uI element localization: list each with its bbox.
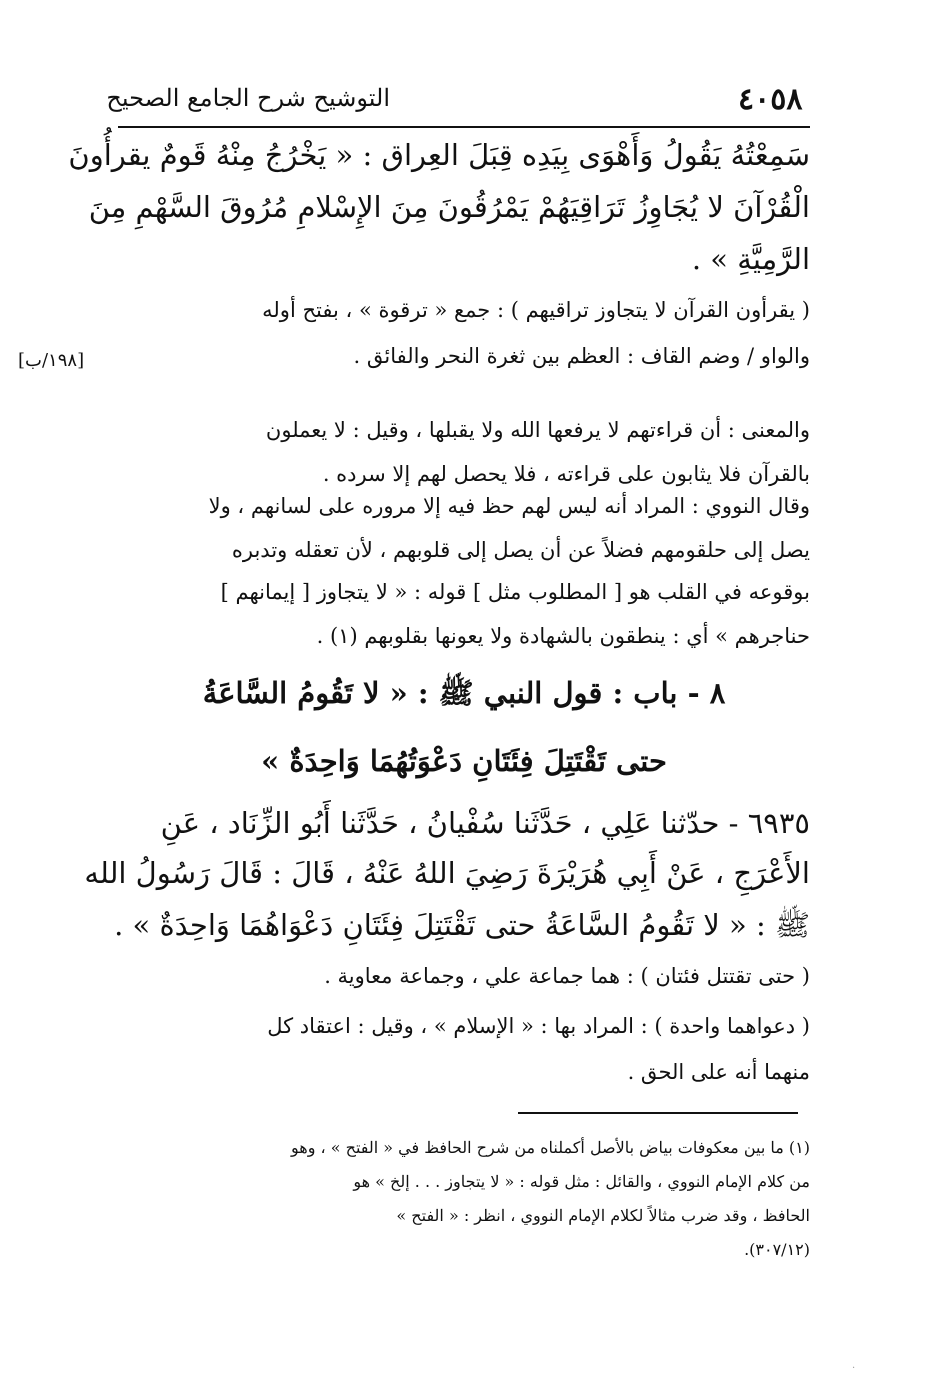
hadith-main-line-1: ٦٩٣٥ - حدّثنا عَلِي ، حَدَّثَنا سُفْيانُ ، حَدَّثَنا أَبُو الزِّنَاد ، عَنِ — [160, 806, 810, 840]
header-rule — [118, 126, 810, 128]
margin-folio-note: [١٩٨/ب] — [18, 350, 85, 371]
chapter-heading-line-1: ٨ - باب : قول النبي ﷺ : « لا تَقُومُ السَّاعَةُ — [202, 676, 726, 710]
commentary-p3-line-2: يصل إلى حلقومهم فضلاً عن أن يصل إلى قلوبهم ، لأن تعقله وتدبره — [231, 538, 810, 562]
footnote-line-1: (١) ما بين معكوفات بياض بالأصل أكملناه من شرح الحافظ في « الفتح » ، وهو — [290, 1138, 810, 1157]
hadith-main-line-2: الأَعْرَجِ ، عَنْ أَبِي هُرَيْرَةَ رَضِيَ اللهُ عَنْهُ ، قَالَ : قَالَ رَسُولُ الله — [84, 856, 810, 890]
commentary-p1-line-2: والواو / وضم القاف : العظم بين ثغرة النحر والفائق . — [353, 344, 810, 368]
hadith-main-line-3: ﷺ : « لا تَقُومُ السَّاعَةُ حتى تَقْتَتِلَ فِئَتَانِ دَعْوَاهُمَا وَاحِدَةٌ » . — [114, 908, 810, 942]
chapter-heading-line-2: حتى تَقْتَتِلَ فِئَتَانِ دَعْوَتُهُمَا وَاحِدَةٌ » — [261, 744, 667, 778]
commentary-p1-line-1: ( يقرأون القرآن لا يتجاوز تراقيهم ) : جمع « ترقوة » ، بفتح أوله — [262, 298, 810, 322]
commentary-p3-line-1: وقال النووي : المراد أنه ليس لهم حظ فيه إلا مروره على لسانهم ، ولا — [208, 494, 810, 518]
footnote-rule — [518, 1112, 798, 1114]
hadith-top-line-1: سَمِعْتُهُ يَقُولُ وَأَهْوَى بِيَدِه قِبَلَ العِراق : « يَخْرُجُ مِنْهُ قَومٌ يقرأُونَ — [68, 138, 810, 172]
commentary-p2-line-2: بالقرآن فلا يثابون على قراءته ، فلا يحصل لهم إلا سرده . — [322, 462, 810, 486]
page-number: ٤٠٥٨ — [738, 82, 803, 117]
running-title: التوشيح شرح الجامع الصحيح — [106, 84, 390, 112]
hadith-top-line-2: الْقُرْآنَ لا يُجَاوِزُ تَرَاقِيَهُمْ يَمْرُقُونَ مِنَ الإِسْلامِ مُرُوقَ السَّهْمِ مِنَ — [88, 190, 810, 224]
commentary-p3-line-3: بوقوعه في القلب هو [ المطلوب مثل ] قوله : « لا يتجاوز [ إيمانهم ] — [220, 580, 810, 604]
explanation-line-3: منهما أنه على الحق . — [627, 1060, 810, 1084]
explanation-line-2: ( دعواهما واحدة ) : المراد بها : « الإسلام » ، وقيل : اعتقاد كل — [267, 1014, 810, 1038]
stray-mark: . — [852, 1360, 856, 1371]
commentary-p2-line-1: والمعنى : أن قراءتهم لا يرفعها الله ولا يقبلها ، وقيل : لا يعملون — [265, 418, 810, 442]
footnote-line-2: من كلام الإمام النووي ، والقائل : مثل قوله : « لا يتجاوز . . . إلخ » هو — [353, 1172, 810, 1191]
footnote-line-4: (٣٠٧/١٢). — [744, 1240, 810, 1259]
hadith-top-line-3: الرَّمِيَّةِ » . — [691, 242, 810, 276]
explanation-line-1: ( حتى تقتتل فئتان ) : هما جماعة علي ، وجماعة معاوية . — [324, 964, 810, 988]
commentary-p3-line-4: حناجرهم » أي : ينطقون بالشهادة ولا يعونها بقلوبهم (١) . — [316, 624, 810, 648]
footnote-line-3: الحافظ ، وقد ضرب مثالاً لكلام الإمام النووي ، انظر : « الفتح » — [396, 1206, 810, 1225]
